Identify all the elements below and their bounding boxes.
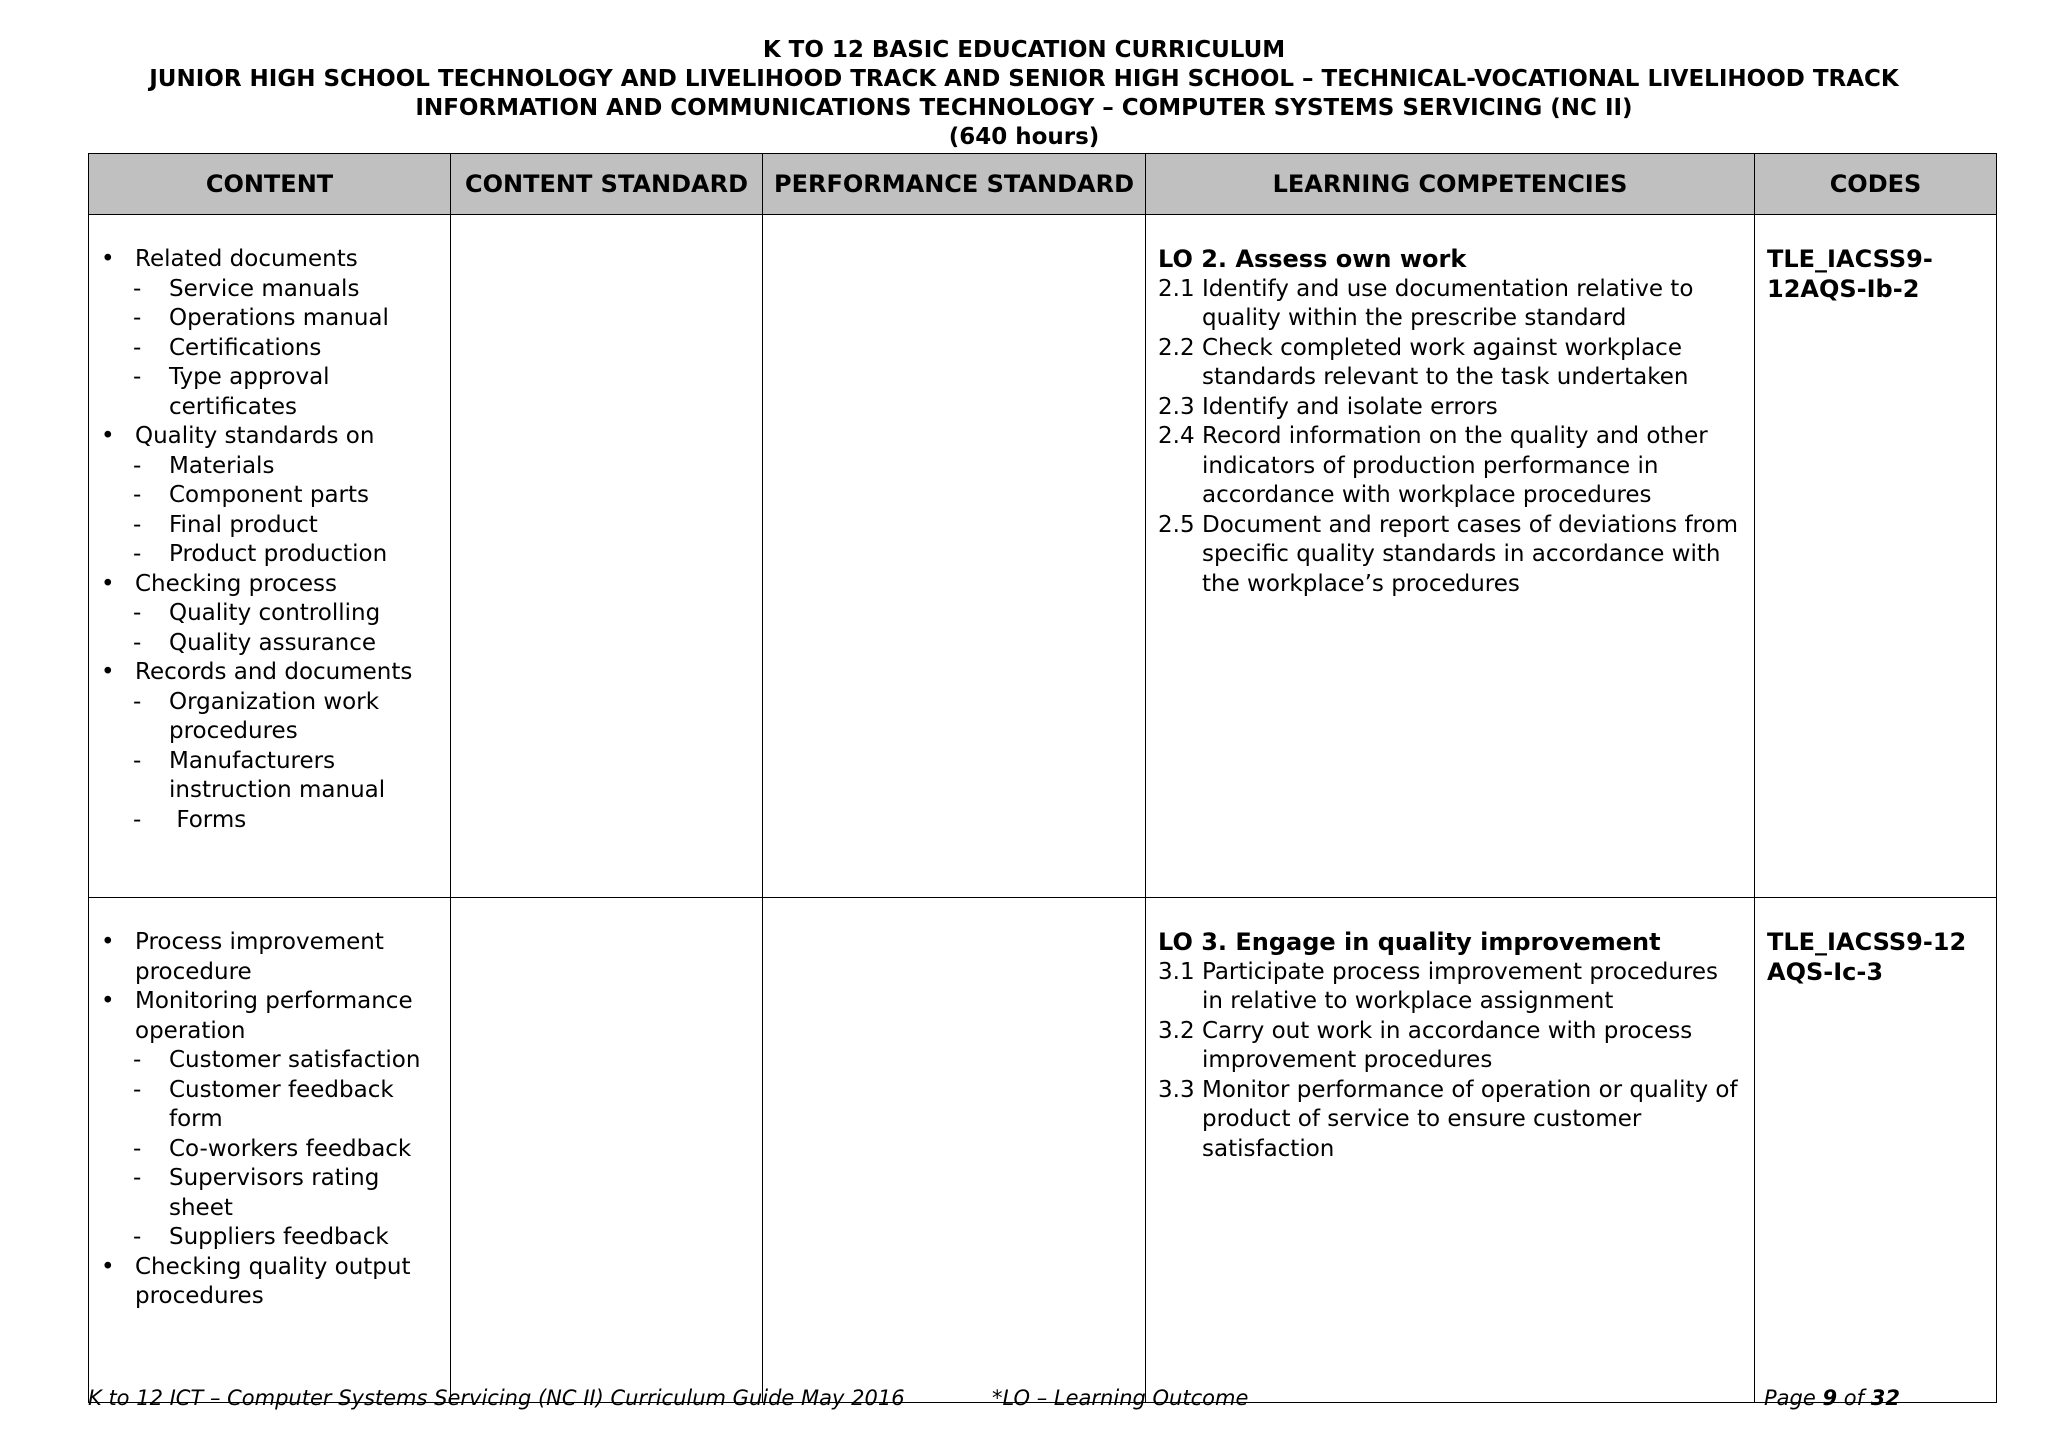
bullet-icon: • — [101, 423, 115, 449]
header-line-2: JUNIOR HIGH SCHOOL TECHNOLOGY AND LIVELIHOOD TRACK AND SENIOR HIGH SCHOOL – TECHNICAL-VOCATIONAL LIVELIHOOD TRACK — [149, 66, 1899, 92]
competency-number: 3.3 — [1158, 1076, 1195, 1103]
content-subitem-text: Supervisors rating sheet — [169, 1165, 387, 1221]
dash-icon: - — [133, 275, 142, 302]
content-subitem — [99, 511, 444, 541]
content-cell — [89, 898, 451, 1403]
competency-text: Participate process improvement procedures in relative to workplace assignment — [1202, 958, 1719, 1014]
content-subitem — [99, 481, 444, 511]
header-line-3: INFORMATION AND COMMUNICATIONS TECHNOLOGY – COMPUTER SYSTEMS SERVICING (NC II) — [415, 95, 1633, 121]
code-cell — [1755, 898, 1997, 1403]
content-subitem-text: Quality controlling — [169, 600, 381, 626]
content-subitem-text: Forms — [169, 806, 247, 833]
content-subitem — [99, 1223, 444, 1253]
content-subitem — [99, 806, 444, 836]
code-line: AQS-Ic-3 — [1767, 957, 1884, 986]
content-item — [99, 422, 444, 452]
competency-item — [1158, 1017, 1742, 1076]
content-subitem — [99, 688, 444, 747]
learning-outcome-title: LO 2. Assess own work — [1158, 245, 1467, 273]
competency-item — [1158, 511, 1742, 600]
competency-text: Monitor performance of operation or quality of product of service to ensure customer satisfaction — [1202, 1076, 1738, 1162]
learning-competencies-cell — [1146, 215, 1755, 898]
table-row — [89, 215, 1997, 898]
content-item — [99, 570, 444, 600]
content-subitem — [99, 1135, 444, 1165]
content-item — [99, 987, 444, 1046]
competency-item — [1158, 334, 1742, 393]
competency-list — [1158, 958, 1742, 1165]
content-subitem-text: Materials — [169, 452, 275, 479]
table-row — [89, 898, 1997, 1403]
content-subitem — [99, 747, 444, 806]
competency-text: Check completed work against workplace standards relevant to the task undertaken — [1202, 334, 1689, 390]
competency-item — [1158, 1076, 1742, 1165]
code-line: TLE_IACSS9-12 — [1767, 928, 1967, 956]
competency-number: 2.4 — [1158, 423, 1195, 449]
page-of: of — [1843, 1386, 1865, 1410]
content-subitem — [99, 304, 444, 334]
dash-icon: - — [133, 1135, 142, 1162]
competency-item — [1158, 422, 1742, 511]
competency-number: 2.2 — [1158, 334, 1195, 361]
content-subitem — [99, 1076, 444, 1135]
content-item-text: Process improvement procedure — [135, 929, 384, 985]
bullet-icon: • — [101, 929, 115, 955]
dash-icon: - — [133, 452, 142, 479]
content-item-text: Quality standards on — [135, 423, 375, 449]
content-list — [99, 245, 444, 835]
content-subitem — [99, 275, 444, 305]
column-header-content-standard: CONTENT STANDARD — [451, 154, 763, 215]
content-subitem-text: Organization work procedures — [169, 688, 387, 744]
learning-competencies-cell — [1146, 898, 1755, 1403]
content-subitem-text: Suppliers feedback — [169, 1224, 389, 1250]
bullet-icon: • — [101, 659, 115, 685]
competency-item — [1158, 275, 1742, 334]
dash-icon: - — [133, 482, 142, 508]
competency-item — [1158, 958, 1742, 1017]
learning-outcome-title: LO 3. Engage in quality improvement — [1158, 928, 1661, 956]
competency-number: 2.1 — [1158, 275, 1195, 302]
dash-icon: - — [133, 1076, 142, 1103]
dash-icon: - — [133, 364, 142, 390]
dash-icon: - — [133, 1047, 142, 1073]
content-subitem — [99, 540, 444, 570]
bullet-icon: • — [101, 570, 115, 597]
content-subitem — [99, 1164, 444, 1223]
content-subitem — [99, 1046, 444, 1076]
content-subitem — [99, 363, 444, 422]
content-standard-cell — [451, 215, 763, 898]
content-item-text: Checking quality output procedures — [135, 1253, 411, 1309]
content-standard-cell — [451, 898, 763, 1403]
competency-text: Identify and isolate errors — [1202, 393, 1498, 420]
column-header-learning-competencies: LEARNING COMPETENCIES — [1146, 154, 1755, 215]
code-line: TLE_IACSS9- — [1767, 245, 1933, 273]
competency-list — [1158, 275, 1742, 600]
dash-icon: - — [133, 1224, 142, 1250]
document-header — [0, 36, 2048, 152]
bullet-icon: • — [101, 246, 115, 272]
dash-icon: - — [133, 806, 142, 833]
column-header-codes: CODES — [1755, 154, 1997, 215]
header-line-4: (640 hours) — [948, 124, 1100, 150]
performance-standard-cell — [763, 898, 1146, 1403]
content-subitem-text: Manufacturers instruction manual — [169, 747, 386, 803]
header-line-1: K TO 12 BASIC EDUCATION CURRICULUM — [762, 37, 1286, 63]
content-subitem-text: Product production — [169, 541, 388, 567]
content-subitem-text: Customer satisfaction — [169, 1047, 421, 1073]
content-subitem-text: Certifications — [169, 334, 322, 361]
content-item-text: Checking process — [135, 570, 338, 597]
content-item — [99, 658, 444, 688]
content-subitem-text: Quality assurance — [169, 629, 377, 656]
content-subitem — [99, 334, 444, 364]
competency-number: 2.3 — [1158, 393, 1195, 420]
footer-guide-title: K to 12 ICT – Computer Systems Servicing (NC II) Curriculum Guide May 2016 — [88, 1386, 905, 1410]
competency-number: 3.1 — [1158, 958, 1195, 985]
bullet-icon: • — [101, 988, 115, 1014]
content-subitem-text: Final product — [169, 511, 318, 538]
content-item — [99, 1253, 444, 1312]
table-header-row — [89, 154, 1997, 215]
competency-text: Carry out work in accordance with process improvement procedures — [1202, 1017, 1693, 1073]
content-list — [99, 928, 444, 1312]
dash-icon: - — [133, 334, 142, 361]
code-line: 12AQS-Ib-2 — [1767, 274, 1920, 303]
page-current: 9 — [1822, 1386, 1838, 1410]
page-total: 32 — [1870, 1386, 1900, 1410]
content-subitem — [99, 629, 444, 659]
competency-text: Record information on the quality and other indicators of production performance in accordance with workplace procedures — [1202, 423, 1708, 508]
content-cell — [89, 215, 451, 898]
content-subitem-text: Co-workers feedback — [169, 1135, 412, 1162]
curriculum-table — [88, 153, 1997, 1403]
content-subitem-text: Type approval certificates — [169, 364, 337, 420]
competency-number: 3.2 — [1158, 1017, 1195, 1044]
footer-legend: *LO – Learning Outcome — [992, 1386, 1249, 1410]
content-item-text: Related documents — [135, 246, 358, 272]
content-subitem-text: Operations manual — [169, 305, 389, 331]
dash-icon: - — [133, 1165, 142, 1191]
code-cell — [1755, 215, 1997, 898]
dash-icon: - — [133, 511, 142, 538]
content-item — [99, 245, 444, 275]
content-subitem-text: Component parts — [169, 482, 369, 508]
competency-number: 2.5 — [1158, 511, 1195, 538]
page-prefix: Page — [1764, 1386, 1816, 1410]
performance-standard-cell — [763, 215, 1146, 898]
content-subitem-text: Service manuals — [169, 275, 360, 302]
column-header-content: CONTENT — [89, 154, 451, 215]
content-item-text: Records and documents — [135, 659, 413, 685]
competency-text: Identify and use documentation relative to quality within the prescribe standard — [1202, 275, 1694, 331]
content-subitem-text: Customer feedback form — [169, 1076, 402, 1132]
dash-icon: - — [133, 629, 142, 656]
content-item — [99, 928, 444, 987]
dash-icon: - — [133, 688, 142, 715]
dash-icon: - — [133, 600, 142, 626]
content-subitem — [99, 599, 444, 629]
bullet-icon: • — [101, 1253, 115, 1280]
dash-icon: - — [133, 305, 142, 331]
content-subitem — [99, 452, 444, 482]
dash-icon: - — [133, 541, 142, 567]
column-header-performance-standard: PERFORMANCE STANDARD — [763, 154, 1146, 215]
dash-icon: - — [133, 747, 142, 774]
competency-item — [1158, 393, 1742, 423]
content-item-text: Monitoring performance operation — [135, 988, 413, 1044]
footer-page-number — [1764, 1386, 1900, 1410]
competency-text: Document and report cases of deviations from specific quality standards in accordance with the workplace’s procedures — [1202, 511, 1738, 597]
